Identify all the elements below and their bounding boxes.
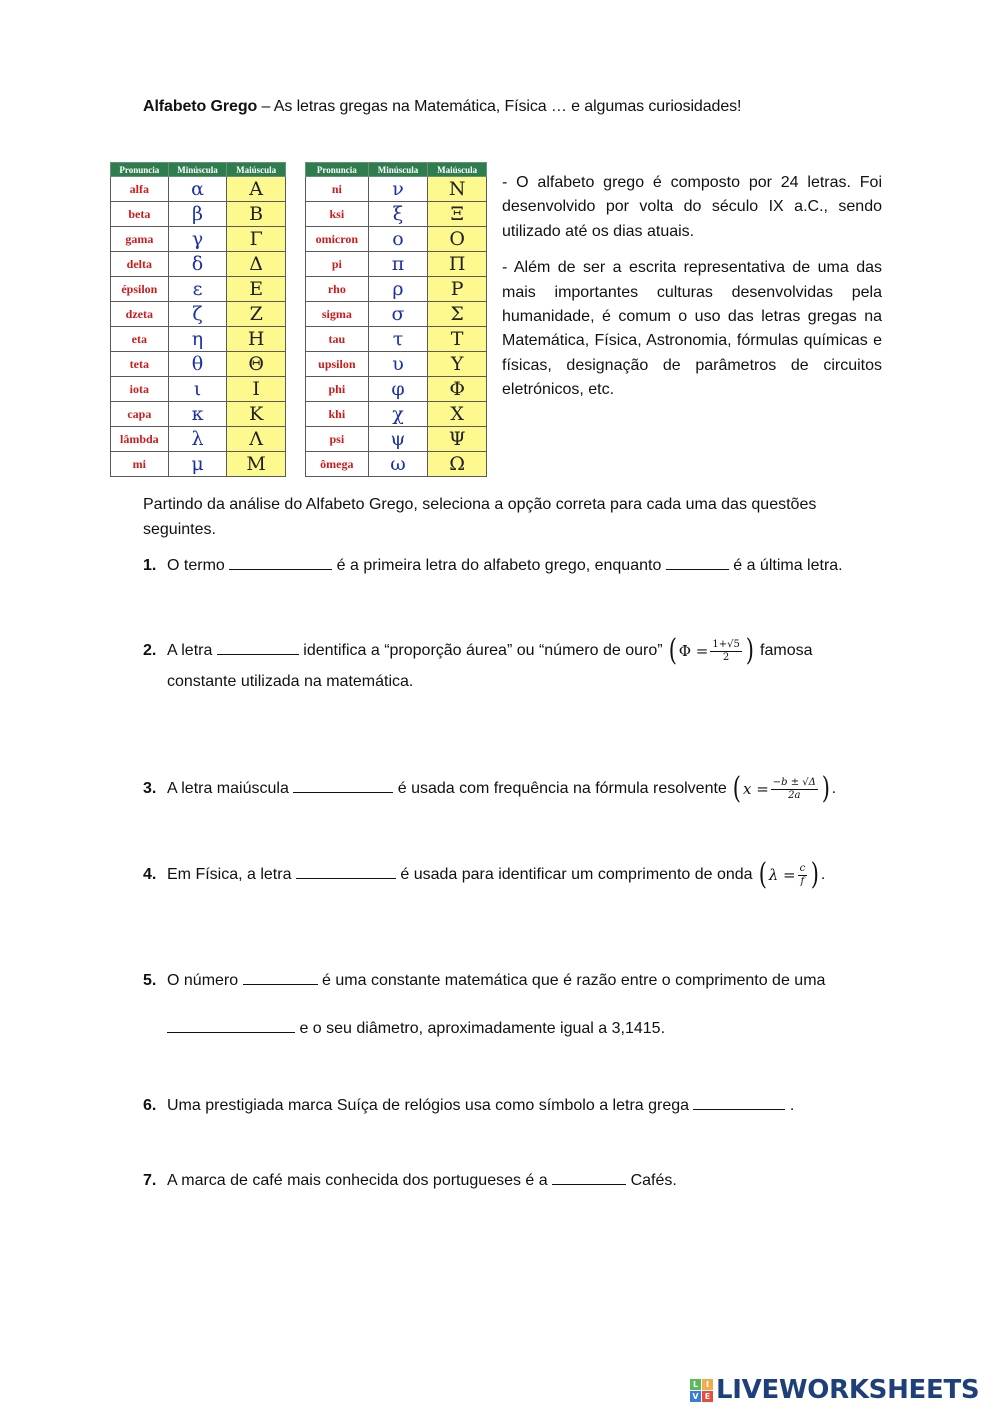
letter-name: sigma bbox=[306, 302, 369, 327]
side-description bbox=[502, 171, 882, 415]
lowercase-letter: δ bbox=[168, 252, 227, 277]
uppercase-letter: Μ bbox=[227, 452, 286, 477]
letter-name: psi bbox=[306, 427, 369, 452]
greek-letter-row bbox=[111, 252, 286, 277]
letter-name: beta bbox=[111, 202, 169, 227]
letter-name: khi bbox=[306, 402, 369, 427]
letter-name: tau bbox=[306, 327, 369, 352]
lowercase-letter: α bbox=[168, 177, 227, 202]
uppercase-letter: Ψ bbox=[428, 427, 487, 452]
question-1 bbox=[143, 554, 843, 578]
uppercase-letter: Ζ bbox=[227, 302, 286, 327]
uppercase-letter: Χ bbox=[428, 402, 487, 427]
letter-name: teta bbox=[111, 352, 169, 377]
lowercase-letter: μ bbox=[168, 452, 227, 477]
formula-lhs: x = bbox=[742, 780, 769, 798]
greek-letter-row bbox=[111, 327, 286, 352]
logo-text: LIVEWORKSHEETS bbox=[716, 1375, 980, 1405]
greek-letter-row bbox=[111, 452, 286, 477]
question-text: . bbox=[785, 1097, 795, 1114]
page-title bbox=[143, 96, 741, 118]
question-number: 1. bbox=[143, 557, 157, 574]
lowercase-letter: ε bbox=[168, 277, 227, 302]
greek-letter-row bbox=[306, 302, 487, 327]
answer-blank-1a[interactable] bbox=[229, 554, 332, 570]
letter-name: eta bbox=[111, 327, 169, 352]
greek-letter-row bbox=[111, 352, 286, 377]
lowercase-letter: ν bbox=[368, 177, 428, 202]
answer-blank-1b[interactable] bbox=[666, 554, 729, 570]
lowercase-letter: υ bbox=[368, 352, 428, 377]
header-maiuscula: Maiúscula bbox=[428, 163, 487, 177]
question-text: O número bbox=[167, 972, 243, 989]
lowercase-letter: ω bbox=[368, 452, 428, 477]
greek-letter-row bbox=[111, 377, 286, 402]
question-2 bbox=[143, 633, 813, 694]
liveworksheets-logo[interactable] bbox=[690, 1375, 979, 1405]
lowercase-letter: φ bbox=[368, 377, 428, 402]
question-text: é usada com frequência na fórmula resolvente bbox=[393, 780, 732, 798]
uppercase-letter: Τ bbox=[428, 327, 487, 352]
uppercase-letter: Ω bbox=[428, 452, 487, 477]
title-rest: – As letras gregas na Matemática, Física … e algumas curiosidades! bbox=[257, 98, 742, 115]
question-text: O termo bbox=[167, 557, 230, 574]
logo-tile: V bbox=[690, 1391, 701, 1402]
question-text: Uma prestigiada marca Suíça de relógios usa como símbolo a letra grega bbox=[167, 1097, 694, 1114]
title-bold: Alfabeto Grego bbox=[143, 98, 258, 115]
greek-letter-row bbox=[306, 352, 487, 377]
header-minuscula: Minúscula bbox=[368, 163, 428, 177]
question-4 bbox=[143, 857, 826, 892]
letter-name: capa bbox=[111, 402, 169, 427]
lowercase-letter: ι bbox=[168, 377, 227, 402]
greek-letter-row bbox=[306, 377, 487, 402]
lowercase-letter: ψ bbox=[368, 427, 428, 452]
instructions: Partindo da análise do Alfabeto Grego, seleciona a opção correta para cada uma das questões seguintes. bbox=[143, 496, 817, 538]
letter-name: alfa bbox=[111, 177, 169, 202]
question-text: famosa bbox=[755, 642, 813, 660]
question-text: é a última letra. bbox=[728, 557, 843, 574]
header-maiuscula: Maiúscula bbox=[227, 163, 286, 177]
uppercase-letter: Α bbox=[227, 177, 286, 202]
letter-name: dzeta bbox=[111, 302, 169, 327]
question-number: 7. bbox=[143, 1172, 157, 1189]
lowercase-letter: γ bbox=[168, 227, 227, 252]
question-7 bbox=[143, 1169, 677, 1193]
letter-name: phi bbox=[306, 377, 369, 402]
answer-blank-4[interactable] bbox=[296, 863, 396, 879]
uppercase-letter: Η bbox=[227, 327, 286, 352]
uppercase-letter: Ο bbox=[428, 227, 487, 252]
question-text: . bbox=[831, 780, 837, 798]
lowercase-letter: θ bbox=[168, 352, 227, 377]
letter-name: rho bbox=[306, 277, 369, 302]
uppercase-letter: Θ bbox=[227, 352, 286, 377]
answer-blank-7[interactable] bbox=[552, 1169, 626, 1185]
formula-numerator: 1+√5 bbox=[712, 638, 740, 650]
letter-name: gama bbox=[111, 227, 169, 252]
greek-letter-row bbox=[306, 252, 487, 277]
answer-blank-6[interactable] bbox=[693, 1094, 785, 1110]
logo-tile: I bbox=[702, 1379, 713, 1390]
greek-letter-row bbox=[111, 427, 286, 452]
question-number: 4. bbox=[143, 866, 157, 884]
uppercase-letter: Φ bbox=[428, 377, 487, 402]
greek-letter-row bbox=[111, 202, 286, 227]
answer-blank-5a[interactable] bbox=[243, 969, 318, 985]
lowercase-letter: ο bbox=[368, 227, 428, 252]
greek-alphabet-table-right bbox=[305, 162, 487, 477]
lowercase-letter: κ bbox=[168, 402, 227, 427]
answer-blank-3[interactable] bbox=[293, 777, 393, 793]
letter-name: lâmbda bbox=[111, 427, 169, 452]
uppercase-letter: Κ bbox=[227, 402, 286, 427]
uppercase-letter: Β bbox=[227, 202, 286, 227]
header-pronuncia: Pronuncia bbox=[111, 163, 169, 177]
formula-lhs: Φ = bbox=[678, 642, 709, 660]
formula-denominator: 2 bbox=[722, 651, 730, 663]
uppercase-letter: Λ bbox=[227, 427, 286, 452]
uppercase-letter: Υ bbox=[428, 352, 487, 377]
lowercase-letter: π bbox=[368, 252, 428, 277]
quadratic-formula: ( x = $\frac{-b \pm √\Delta}{2a}$ ) bbox=[733, 771, 830, 806]
question-text-line2: constante utilizada na matemática. bbox=[167, 673, 414, 690]
question-number: 2. bbox=[143, 642, 157, 660]
question-text: é a primeira letra do alfabeto grego, enquanto bbox=[332, 557, 666, 574]
uppercase-letter: Ι bbox=[227, 377, 286, 402]
header-pronuncia: Pronuncia bbox=[306, 163, 369, 177]
logo-icon bbox=[690, 1379, 713, 1402]
logo-tile: L bbox=[690, 1379, 701, 1390]
uppercase-letter: Γ bbox=[227, 227, 286, 252]
header-minuscula: Minúscula bbox=[168, 163, 227, 177]
question-number: 6. bbox=[143, 1097, 157, 1114]
side-paragraph-1: - O alfabeto grego é composto por 24 letras. Foi desenvolvido por volta do século IX a.C., sendo utilizado até os dias atuais. bbox=[502, 174, 882, 240]
greek-letter-row bbox=[111, 177, 286, 202]
uppercase-letter: Ρ bbox=[428, 277, 487, 302]
letter-name: ni bbox=[306, 177, 369, 202]
letter-name: delta bbox=[111, 252, 169, 277]
greek-letter-row bbox=[306, 277, 487, 302]
question-text: Em Física, a letra bbox=[167, 866, 296, 884]
formula-denominator: 2a bbox=[788, 789, 801, 801]
letter-name: ômega bbox=[306, 452, 369, 477]
greek-letter-row bbox=[306, 402, 487, 427]
letter-name: pi bbox=[306, 252, 369, 277]
question-text-line2: e o seu diâmetro, aproximadamente igual a 3,1415. bbox=[295, 1020, 666, 1037]
uppercase-letter: Δ bbox=[227, 252, 286, 277]
letter-name: épsilon bbox=[111, 277, 169, 302]
greek-letter-row bbox=[306, 427, 487, 452]
formula-numerator: c bbox=[799, 862, 806, 874]
question-text: Cafés. bbox=[626, 1172, 677, 1189]
uppercase-letter: Ε bbox=[227, 277, 286, 302]
golden-ratio-formula: ( Φ = $\frac{1+√5}{2}$ ) bbox=[668, 633, 754, 668]
question-text: . bbox=[820, 866, 826, 884]
lowercase-letter: ξ bbox=[368, 202, 428, 227]
formula-lhs: λ = bbox=[768, 866, 796, 884]
greek-letter-row bbox=[306, 327, 487, 352]
greek-letter-row bbox=[111, 227, 286, 252]
lowercase-letter: σ bbox=[368, 302, 428, 327]
question-text: A letra bbox=[167, 642, 217, 660]
letter-name: mi bbox=[111, 452, 169, 477]
lowercase-letter: χ bbox=[368, 402, 428, 427]
question-text: é uma constante matemática que é razão entre o comprimento de uma bbox=[317, 972, 826, 989]
letter-name: ksi bbox=[306, 202, 369, 227]
answer-blank-5b[interactable] bbox=[167, 1017, 295, 1033]
lowercase-letter: τ bbox=[368, 327, 428, 352]
question-6 bbox=[143, 1094, 794, 1118]
question-5 bbox=[143, 969, 825, 1041]
greek-letter-row bbox=[111, 402, 286, 427]
letter-name: omicron bbox=[306, 227, 369, 252]
lowercase-letter: η bbox=[168, 327, 227, 352]
question-3 bbox=[143, 771, 837, 806]
uppercase-letter: Ν bbox=[428, 177, 487, 202]
question-number: 3. bbox=[143, 780, 157, 798]
greek-letter-row bbox=[306, 202, 487, 227]
greek-letter-row bbox=[111, 302, 286, 327]
greek-letter-row bbox=[306, 177, 487, 202]
lowercase-letter: β bbox=[168, 202, 227, 227]
uppercase-letter: Σ bbox=[428, 302, 487, 327]
greek-alphabet-table-left bbox=[110, 162, 286, 477]
greek-letter-row bbox=[306, 227, 487, 252]
lowercase-letter: λ bbox=[168, 427, 227, 452]
letter-name: iota bbox=[111, 377, 169, 402]
uppercase-letter: Ξ bbox=[428, 202, 487, 227]
question-text: A marca de café mais conhecida dos portugueses é a bbox=[167, 1172, 553, 1189]
side-paragraph-2: - Além de ser a escrita representativa de uma das mais importantes culturas desenvolvidas pela humanidade, é comum o uso das letras gregas na Matemática, Física, Astronomia, fórmulas químicas e físicas, designação de parâmetros de circuitos eletrónicos, etc. bbox=[502, 259, 882, 399]
logo-tile: E bbox=[702, 1391, 713, 1402]
answer-blank-2[interactable] bbox=[217, 639, 299, 655]
greek-letter-row bbox=[306, 452, 487, 477]
wavelength-formula: ( λ = $\frac{c}{f}$ ) bbox=[758, 857, 820, 892]
question-text: identifica a “proporção áurea” ou “número de ouro” bbox=[298, 642, 668, 660]
lowercase-letter: ρ bbox=[368, 277, 428, 302]
formula-numerator: −b ± √Δ bbox=[772, 776, 816, 788]
lowercase-letter: ζ bbox=[168, 302, 227, 327]
formula-denominator: f bbox=[800, 875, 805, 887]
greek-letter-row bbox=[111, 277, 286, 302]
question-number: 5. bbox=[143, 972, 157, 989]
uppercase-letter: Π bbox=[428, 252, 487, 277]
letter-name: upsilon bbox=[306, 352, 369, 377]
question-text: é usada para identificar um comprimento de onda bbox=[395, 866, 758, 884]
question-text: A letra maiúscula bbox=[167, 780, 294, 798]
